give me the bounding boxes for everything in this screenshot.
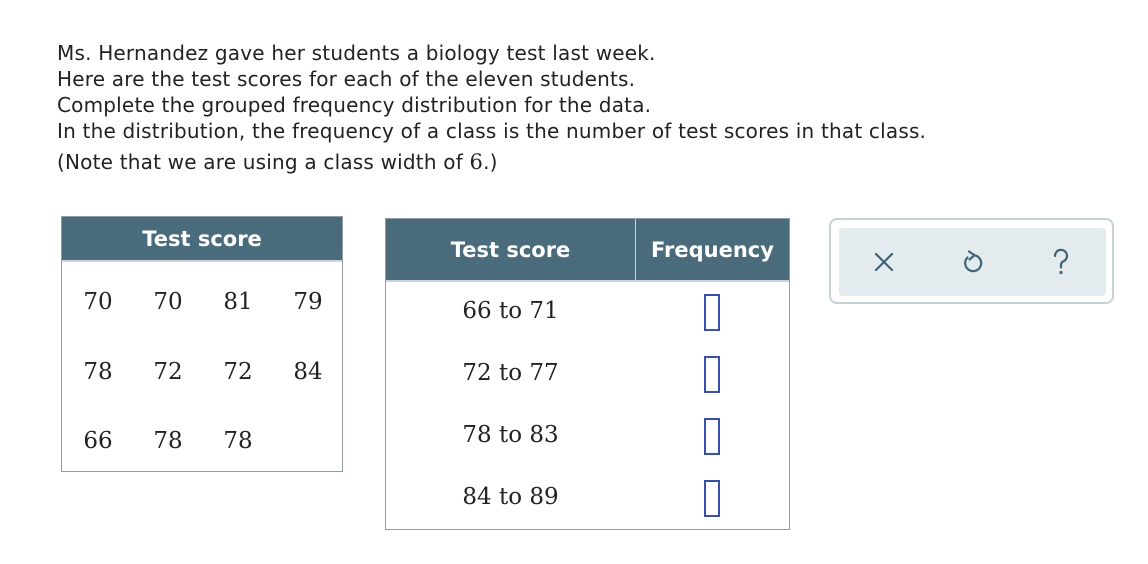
header-test-score: Test score (386, 219, 636, 280)
header-frequency: Frequency (651, 237, 774, 262)
class-width-value: 6 (469, 150, 484, 174)
undo-button[interactable] (954, 244, 990, 280)
data-cell: 78 (153, 428, 183, 454)
help-icon (1050, 248, 1072, 276)
data-cell: 70 (83, 289, 113, 315)
clear-button[interactable] (866, 244, 902, 280)
frequency-row (386, 350, 789, 400)
frequency-table-header (386, 219, 789, 282)
class-width-note (57, 149, 1057, 175)
problem-instructions (57, 40, 1057, 175)
data-cell: 72 (153, 359, 183, 385)
x-icon (873, 251, 895, 273)
test-score-data-table (61, 216, 343, 472)
class-range: 66 to 71 (462, 298, 559, 324)
data-row (62, 428, 342, 458)
data-table-header: Test score (62, 217, 342, 262)
instruction-line-4: In the distribution, the frequency of a class is the number of test scores in that class. (57, 119, 927, 143)
frequency-input-78-83[interactable] (704, 418, 720, 455)
data-cell: 66 (83, 428, 113, 454)
instruction-line-2: Here are the test scores for each of the eleven students. (57, 67, 636, 91)
data-cell: 78 (83, 359, 113, 385)
data-row (62, 359, 342, 389)
frequency-row (386, 474, 789, 524)
data-cell: 78 (223, 428, 253, 454)
data-row (62, 289, 342, 319)
help-button[interactable] (1043, 244, 1079, 280)
undo-icon (960, 249, 984, 275)
frequency-input-84-89[interactable] (704, 480, 720, 517)
class-range: 78 to 83 (462, 422, 559, 448)
data-table-grid (62, 262, 342, 471)
frequency-row (386, 288, 789, 338)
frequency-distribution-table (385, 218, 790, 530)
note-prefix: (Note that we are using a class width of (57, 150, 470, 174)
instruction-line-3: Complete the grouped frequency distribution for the data. (57, 93, 652, 117)
frequency-input-72-77[interactable] (704, 356, 720, 393)
class-range: 84 to 89 (462, 484, 559, 510)
note-suffix: .) (483, 150, 498, 174)
frequency-row (386, 412, 789, 462)
tools-bar (839, 228, 1106, 296)
answer-tools-panel (829, 218, 1114, 304)
data-cell: 70 (153, 289, 183, 315)
data-cell: 81 (223, 289, 253, 315)
data-cell: 72 (223, 359, 253, 385)
data-cell: 84 (293, 359, 323, 385)
data-cell: 79 (293, 289, 323, 315)
frequency-input-66-71[interactable] (704, 294, 720, 331)
class-range: 72 to 77 (462, 360, 559, 386)
instruction-line-1: Ms. Hernandez gave her students a biology test last week. (57, 41, 656, 65)
